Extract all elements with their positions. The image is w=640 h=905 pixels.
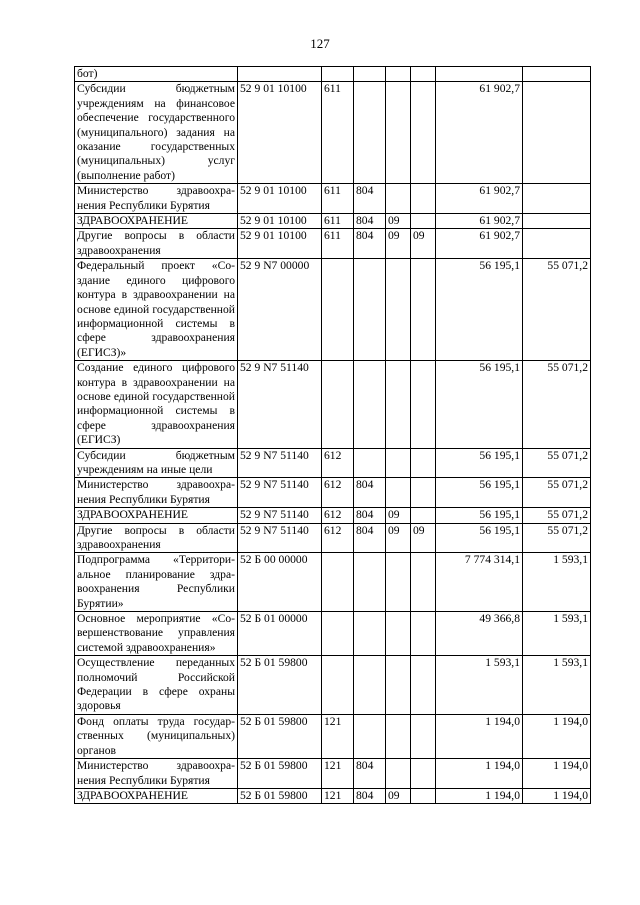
cell-subsection: 09 [411,523,436,553]
cell-amount-2: 55 071,2 [523,478,591,508]
cell-subsection [411,448,436,478]
table-row [75,82,591,184]
cell-target-code: 52 9 N7 51140 [238,508,322,523]
cell-amount-1: 56 195,1 [436,508,523,523]
cell-admin-code [354,448,386,478]
cell-expense-type: 612 [322,448,354,478]
table-row [75,714,591,758]
cell-name: Фонд оплаты труда государственных (муниципальных) органов [75,714,238,758]
cell-target-code: 52 Б 01 00000 [238,612,322,656]
table-row [75,478,591,508]
cell-admin-code [354,553,386,612]
table-row [75,788,591,803]
cell-name: Субсидии бюджетным учреждениям на иные цели [75,448,238,478]
table-row [75,67,591,82]
cell-admin-code: 804 [354,759,386,789]
table-row [75,184,591,214]
cell-target-code: 52 9 N7 51140 [238,448,322,478]
cell-name: Федеральный проект «Создание единого цифрового контура в здравоохранении на основе единой государственной информационной системы в сфере здравоохранения (ЕГИСЗ)» [75,259,238,361]
cell-amount-1: 61 902,7 [436,214,523,229]
cell-name: Субсидии бюджетным учреждениям на финансовое обеспечение государственного (муниципального) задания на оказание государственных (муниципальных) услуг (выполнение работ) [75,82,238,184]
cell-expense-type: 612 [322,523,354,553]
table-row [75,361,591,448]
cell-section [386,714,411,758]
table-row [75,523,591,553]
cell-name: Осуществление переданных полномочий Российской Федерации в сфере охраны здоровья [75,656,238,715]
cell-amount-1: 56 195,1 [436,448,523,478]
cell-admin-code [354,656,386,715]
table-row [75,259,591,361]
cell-amount-1: 49 366,8 [436,612,523,656]
cell-expense-type: 612 [322,508,354,523]
cell-name: Другие вопросы в области здравоохранения [75,229,238,259]
table-row [75,214,591,229]
cell-admin-code: 804 [354,478,386,508]
table-row [75,759,591,789]
cell-target-code: 52 9 N7 00000 [238,259,322,361]
cell-admin-code [354,259,386,361]
table-body [75,67,591,804]
cell-section [386,361,411,448]
cell-amount-2: 1 194,0 [523,714,591,758]
cell-subsection [411,714,436,758]
cell-name: бот) [75,67,238,82]
cell-section: 09 [386,523,411,553]
cell-subsection [411,508,436,523]
cell-amount-2: 1 593,1 [523,612,591,656]
cell-section [386,759,411,789]
cell-expense-type [322,67,354,82]
cell-amount-1: 56 195,1 [436,361,523,448]
cell-expense-type [322,361,354,448]
cell-amount-2 [523,229,591,259]
cell-name: Основное мероприятие «Совершенствование управления системой здравоохранения» [75,612,238,656]
cell-section [386,259,411,361]
cell-subsection [411,82,436,184]
cell-section: 09 [386,214,411,229]
table-row [75,656,591,715]
table-row [75,508,591,523]
cell-amount-1: 1 194,0 [436,759,523,789]
cell-admin-code: 804 [354,788,386,803]
cell-admin-code [354,82,386,184]
cell-amount-2: 55 071,2 [523,523,591,553]
cell-expense-type: 612 [322,478,354,508]
cell-subsection [411,259,436,361]
cell-admin-code: 804 [354,184,386,214]
cell-expense-type: 121 [322,759,354,789]
cell-expense-type: 611 [322,82,354,184]
cell-admin-code: 804 [354,214,386,229]
cell-amount-1: 56 195,1 [436,478,523,508]
cell-expense-type [322,259,354,361]
budget-table [74,66,591,804]
cell-subsection: 09 [411,229,436,259]
cell-target-code: 52 Б 01 59800 [238,788,322,803]
cell-section [386,67,411,82]
cell-amount-1: 56 195,1 [436,259,523,361]
cell-target-code: 52 Б 01 59800 [238,656,322,715]
cell-amount-2: 55 071,2 [523,259,591,361]
cell-amount-1: 61 902,7 [436,184,523,214]
cell-name: ЗДРАВООХРАНЕНИЕ [75,788,238,803]
cell-amount-2 [523,214,591,229]
cell-amount-1: 61 902,7 [436,229,523,259]
cell-amount-2: 55 071,2 [523,508,591,523]
cell-name: Другие вопросы в области здравоохранения [75,523,238,553]
cell-expense-type: 611 [322,214,354,229]
cell-admin-code [354,612,386,656]
cell-amount-1: 61 902,7 [436,82,523,184]
cell-amount-2: 55 071,2 [523,361,591,448]
cell-section: 09 [386,229,411,259]
cell-name: Подпрограмма «Территориальное планирование здравоохранения Республики Бурятии» [75,553,238,612]
table-row [75,553,591,612]
cell-target-code: 52 Б 01 59800 [238,714,322,758]
cell-section [386,448,411,478]
cell-target-code: 52 Б 01 59800 [238,759,322,789]
cell-amount-1: 7 774 314,1 [436,553,523,612]
cell-section [386,184,411,214]
cell-target-code: 52 9 N7 51140 [238,361,322,448]
cell-name: Создание единого цифрового контура в здравоохранении на основе единой государственной информационной системы в сфере здравоохранения (ЕГИСЗ) [75,361,238,448]
cell-target-code: 52 9 01 10100 [238,214,322,229]
cell-subsection [411,759,436,789]
cell-target-code: 52 9 N7 51140 [238,523,322,553]
cell-expense-type: 121 [322,714,354,758]
cell-expense-type [322,553,354,612]
cell-subsection [411,788,436,803]
cell-expense-type: 611 [322,184,354,214]
cell-amount-1: 56 195,1 [436,523,523,553]
cell-amount-2 [523,82,591,184]
cell-expense-type: 611 [322,229,354,259]
cell-amount-2: 1 593,1 [523,553,591,612]
cell-amount-2 [523,67,591,82]
cell-subsection [411,214,436,229]
table-row [75,612,591,656]
cell-section: 09 [386,788,411,803]
page-number: 127 [310,36,330,51]
cell-target-code [238,67,322,82]
cell-admin-code [354,67,386,82]
cell-amount-2: 1 593,1 [523,656,591,715]
cell-admin-code [354,361,386,448]
cell-subsection [411,656,436,715]
cell-section [386,553,411,612]
table-row [75,229,591,259]
cell-section [386,656,411,715]
cell-subsection [411,361,436,448]
cell-amount-1: 1 194,0 [436,788,523,803]
cell-amount-2: 1 194,0 [523,788,591,803]
cell-subsection [411,612,436,656]
cell-expense-type [322,656,354,715]
cell-subsection [411,553,436,612]
cell-name: Министерство здравоохранения Республики Бурятия [75,759,238,789]
cell-expense-type: 121 [322,788,354,803]
cell-section: 09 [386,508,411,523]
cell-admin-code: 804 [354,523,386,553]
cell-target-code: 52 9 01 10100 [238,82,322,184]
cell-target-code: 52 9 N7 51140 [238,478,322,508]
cell-section [386,82,411,184]
cell-amount-1: 1 194,0 [436,714,523,758]
cell-target-code: 52 Б 00 00000 [238,553,322,612]
cell-admin-code: 804 [354,508,386,523]
cell-expense-type [322,612,354,656]
cell-amount-1: 1 593,1 [436,656,523,715]
cell-amount-2: 1 194,0 [523,759,591,789]
cell-subsection [411,67,436,82]
cell-name: ЗДРАВООХРАНЕНИЕ [75,214,238,229]
cell-admin-code [354,714,386,758]
cell-subsection [411,184,436,214]
cell-amount-2: 55 071,2 [523,448,591,478]
cell-amount-1 [436,67,523,82]
cell-name: ЗДРАВООХРАНЕНИЕ [75,508,238,523]
cell-target-code: 52 9 01 10100 [238,184,322,214]
cell-section [386,478,411,508]
cell-section [386,612,411,656]
cell-subsection [411,478,436,508]
cell-target-code: 52 9 01 10100 [238,229,322,259]
cell-name: Министерство здравоохранения Республики Бурятия [75,478,238,508]
cell-admin-code: 804 [354,229,386,259]
table-row [75,448,591,478]
cell-amount-2 [523,184,591,214]
cell-name: Министерство здравоохранения Республики Бурятия [75,184,238,214]
